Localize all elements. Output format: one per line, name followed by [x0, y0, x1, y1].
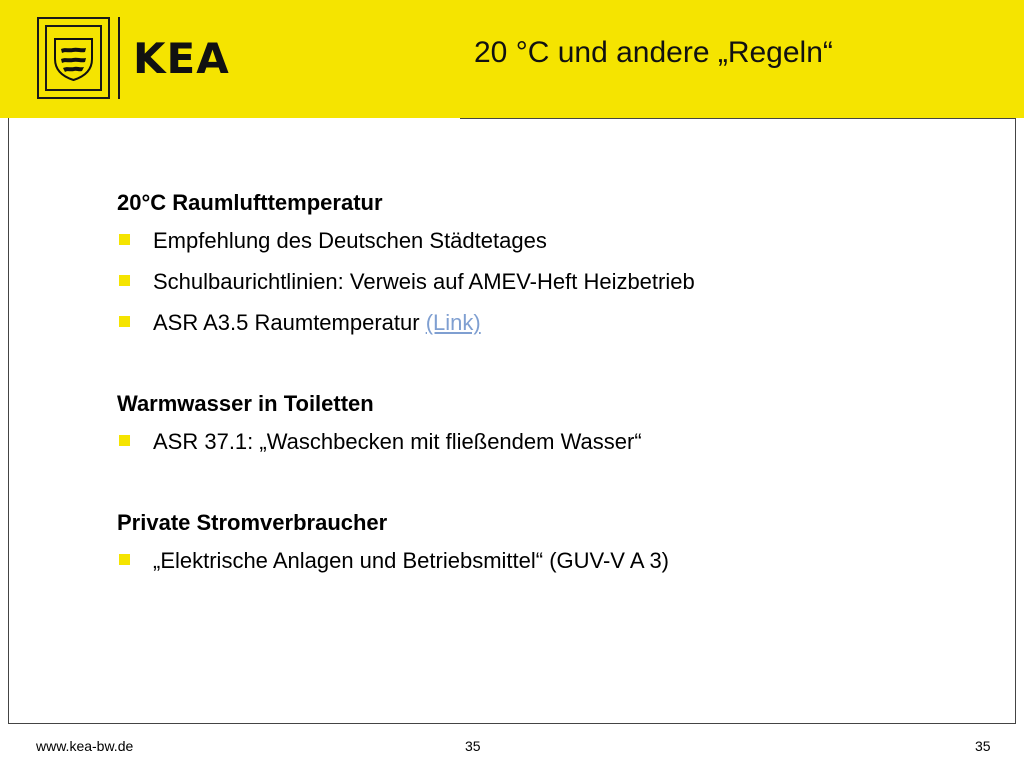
slide-content [117, 186, 977, 581]
bullet-square-icon [119, 234, 130, 245]
bullet-square-icon [119, 554, 130, 565]
section-title-private-power: Private Stromverbraucher [117, 510, 388, 535]
asr-link[interactable]: (Link) [425, 310, 481, 335]
bullet-item [117, 261, 977, 302]
bullet-text: „Elektrische Anlagen und Betriebsmittel“ (GUV-V A 3) [153, 548, 670, 573]
section-gap [117, 343, 977, 387]
coat-of-arms-icon [53, 37, 94, 81]
section-title-warm-water: Warmwasser in Toiletten [117, 391, 374, 416]
bullet-square-icon [119, 316, 130, 327]
header-band [0, 0, 1024, 118]
bullet-square-icon [119, 275, 130, 286]
section-gap [117, 462, 977, 506]
footer-page-number-right: 35 [975, 738, 991, 754]
slide-title: 20 °C und andere „Regeln“ [474, 36, 833, 69]
bullet-text: Schulbaurichtlinien: Verweis auf AMEV-Heft Heizbetrieb [153, 269, 695, 294]
bullet-item [117, 302, 977, 343]
footer-page-number-center: 35 [465, 738, 481, 754]
bullet-item [117, 421, 977, 462]
bullet-text: ASR A3.5 Raumtemperatur [153, 310, 426, 335]
footer-url: www.kea-bw.de [36, 738, 134, 754]
bullet-item [117, 540, 977, 581]
section-title-temperature: 20°C Raumlufttemperatur [117, 190, 383, 215]
logo-emblem [37, 17, 110, 99]
bullet-text: ASR 37.1: „Waschbecken mit fließendem Wasser“ [153, 429, 642, 454]
bullet-text: Empfehlung des Deutschen Städtetages [153, 228, 547, 253]
bullet-item [117, 220, 977, 261]
logo-text: KEA [133, 34, 230, 83]
logo-divider [118, 17, 120, 99]
bullet-square-icon [119, 435, 130, 446]
